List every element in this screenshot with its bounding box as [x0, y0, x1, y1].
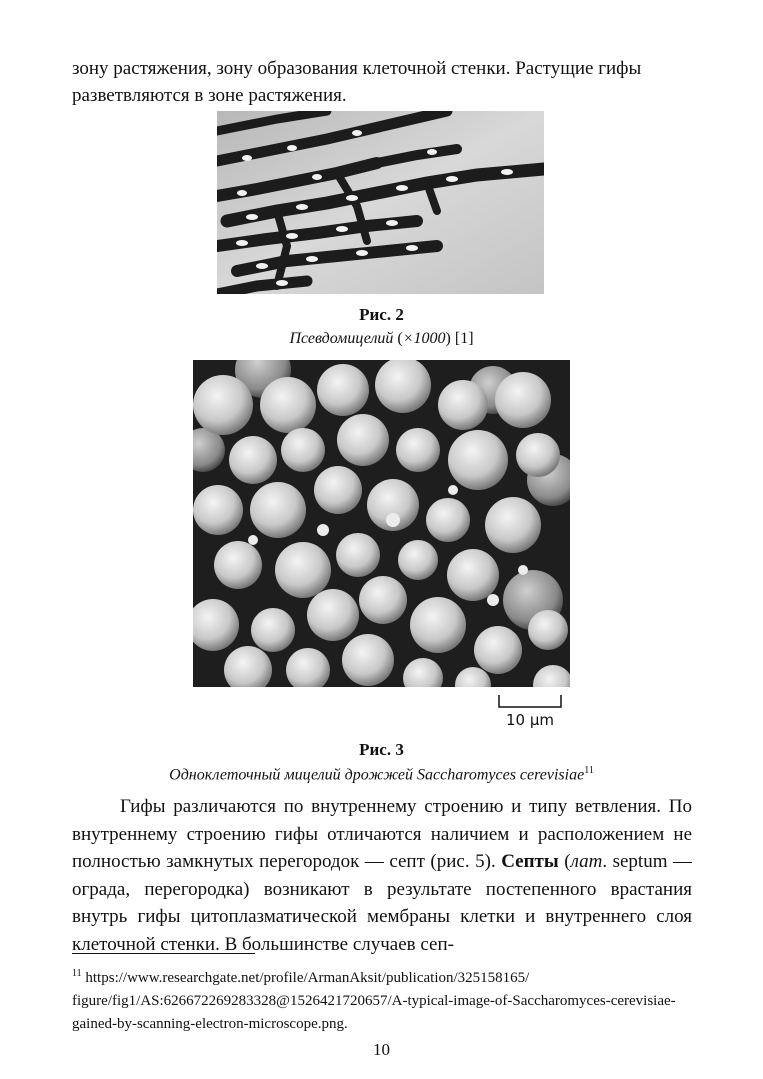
pseudomycelium-micrograph — [217, 111, 544, 294]
body-text-2: ( — [558, 851, 571, 872]
body-text-3: . septum — ограда, перегородка) возникают в результате постепенного врастания внутрь гифы цитоплазматической мембраны клетки и внутреннего слоя клеточной стенки. В большинстве случаев сеп- — [72, 851, 692, 955]
scale-bar — [498, 695, 562, 709]
figure2-label: Рис. 2 — [359, 305, 404, 324]
figure2-caption-title: Псевдомицелий — [289, 330, 394, 347]
footnote-url[interactable]: https://www.researchgate.net/profile/ArmanAksit/publication/325158165/ figure/fig1/AS:626672269283328@1526421720657/A-typical-image-of-Saccharomyces-cerevisiae-gained-by-scanning-electron-microscope.png. — [72, 970, 676, 1032]
figure3-label: Рис. 3 — [359, 740, 404, 759]
footnote-divider — [72, 953, 255, 954]
figure3-caption-text: Одноклеточный мицелий дрожжей Saccharomyces cerevisiae — [169, 766, 585, 784]
page-number: 10 — [373, 1040, 390, 1059]
figure2-caption — [0, 330, 763, 348]
scale-bar-label: 10 µm — [505, 711, 554, 729]
yeast-sem-micrograph — [193, 360, 570, 687]
yeast-cells-image — [193, 360, 570, 687]
pseudomycelium-image — [217, 111, 544, 294]
top-paragraph: зону растяжения, зону образования клеточной стенки. Растущие гифы разветвляются в зоне растяжения. — [72, 58, 642, 106]
footnote-number: 11 — [72, 968, 82, 979]
figure2-caption-ref: ) [1] — [445, 330, 474, 347]
figure2-caption-open: ( — [393, 330, 403, 347]
latin-abbreviation: лат — [570, 851, 603, 872]
footnote-11 — [72, 962, 692, 1036]
body-paragraph — [72, 793, 692, 958]
body-text-1: Гифы различаются по внутреннему строению и типу ветвления. По внутреннему строению гифы отличаются наличием и расположением не полностью замкнутых перегородок — септ (рис. 5). — [72, 796, 692, 872]
figure2-caption-magnification: ×1000 — [402, 330, 446, 347]
septa-term: Септы — [501, 851, 559, 872]
footnote-ref-11: 11 — [584, 765, 594, 776]
figure3-caption — [0, 765, 763, 784]
